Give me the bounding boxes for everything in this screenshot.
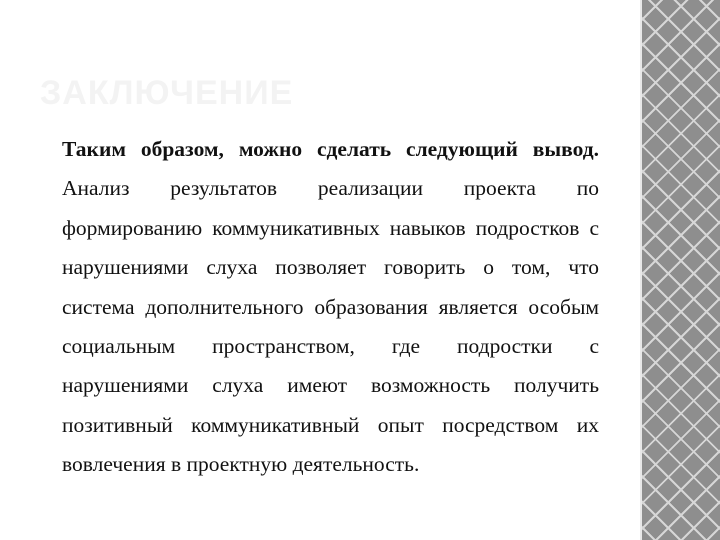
body-lead: Таким образом, можно сделать следующий вывод. xyxy=(62,137,599,161)
slide-body xyxy=(62,130,599,485)
slide-title: ЗАКЛЮЧЕНИЕ xyxy=(40,74,294,112)
decorative-side-panel xyxy=(640,0,720,540)
body-text-main: Анализ результатов реализации проекта по формированию коммуникативных навыков подростков с нарушениями слуха позволяет говорить о том, что система дополнительного образования является особым социальным пространством, где подростки с нарушениями слуха имеют возможность получить позитивный коммуникативный опыт посредством их вовлечения в проектную деятельность. xyxy=(62,176,599,477)
